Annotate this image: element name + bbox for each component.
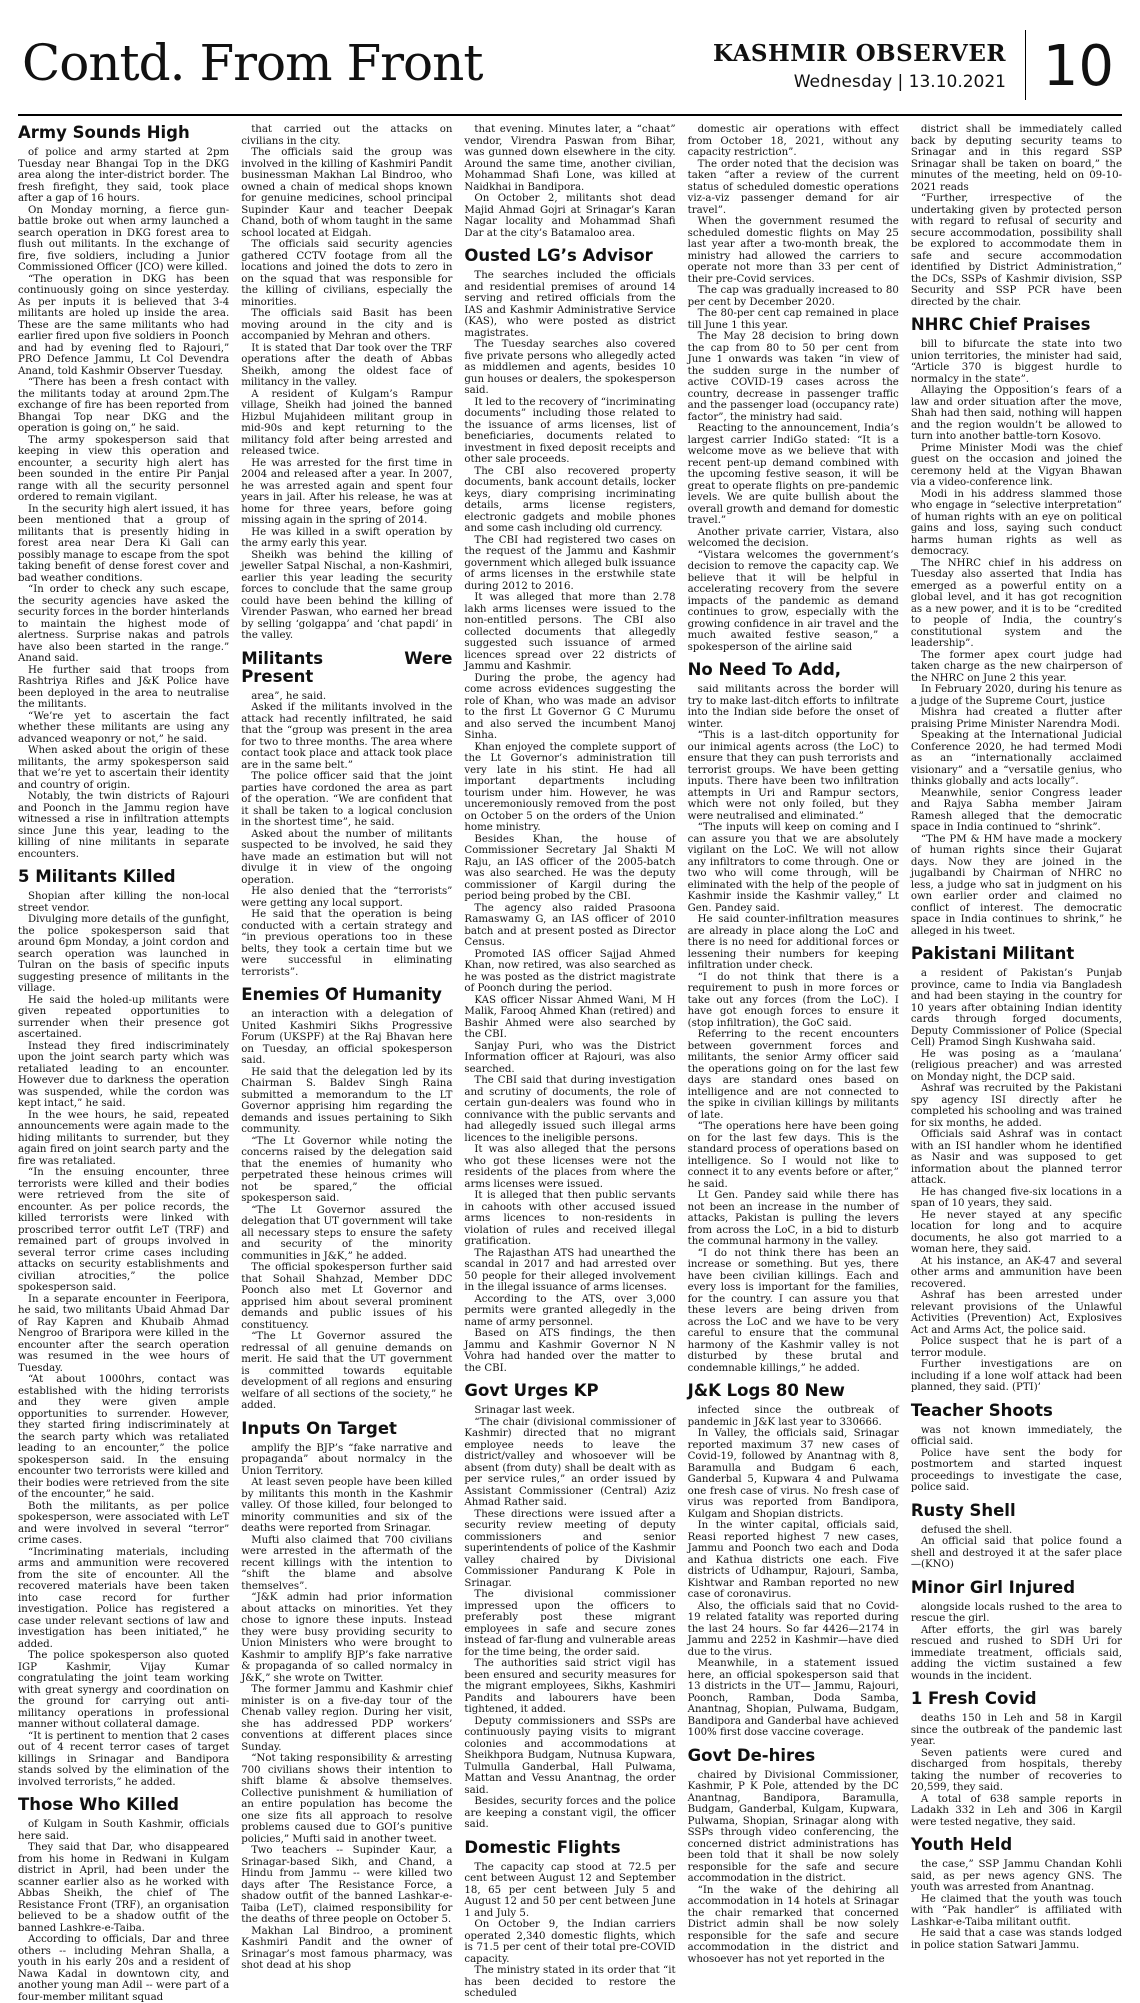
story-paragraph: “The operations here have been going on for the last few days. This is the standard process of operations based on intelligence. So I would not like to connect it to any events before or after,” he said.	[687, 1121, 899, 1190]
story-paragraph: Asked if the militants involved in the attack had recently infiltrated, he said that the “group was present in the area for two to three months. The area where contact took place and attack took place are in the same belt.”	[241, 702, 453, 771]
column-2	[241, 124, 453, 1971]
story-paragraph: The police spokesperson also quoted IGP Kashmir, Vijay Kumar congratulating the joint team working with great synergy and coordination on the ground for carrying out anti-militancy operations in professional manner without collateral damage.	[18, 1650, 230, 1730]
story-paragraph: The Rajasthan ATS had unearthed the scandal in 2017 and had arrested over 50 people for their alleged involvement in the illegal issuance of arms licenses.	[464, 1247, 676, 1293]
story-paragraph: bill to bifurcate the state into two union territories, the minister had said, “Article 370 is biggest hurdle to normalcy in the state”.	[910, 339, 1123, 385]
story-paragraph: The 80-per cent cap remained in place till June 1 this year.	[687, 308, 899, 331]
story-paragraph: He said that the delegation led by its Chairman S. Baldev Singh Raina submitted a memorandum to the LT Governor apprising him regarding the demands and issues pertaining to Sikh community.	[241, 1066, 453, 1135]
story-paragraph: The agency also raided Prasoona Ramaswamy G, an IAS officer of 2010 batch and at present posted as Director Census.	[464, 902, 676, 948]
story-paragraph: Notably, the twin districts of Rajouri and Poonch in the Jammu region have witnessed a rise in infiltration attempts since June this year, leading to the killing of nine militants in separate encounters.	[18, 791, 230, 860]
story-paragraph: was not known immediately, the official said.	[910, 1424, 1123, 1447]
story-paragraph: He also denied that the “terrorists” were getting any local support.	[241, 886, 453, 909]
story-paragraph: The CBI had registered two cases on the request of the Jammu and Kashmir government which alleged bulk issuance of arms licenses in the erstwhile state during 2012 to 2016.	[464, 534, 676, 592]
story-paragraph: In February 2020, during his tenure as a judge of the Supreme Court, justice	[910, 684, 1123, 707]
story-paragraph: of police and army started at 2pm Tuesday near Bhangai Top in the DKG area along the inter-district border. The fresh firefight, they said, took place after a gap of 16 hours.	[18, 147, 230, 204]
story-paragraph: The Tuesday searches also covered five private persons who allegedly acted as middlemen and agents, besides 10 gun houses or dealers, the spokesperson said.	[464, 339, 676, 396]
story-paragraph: Mishra had created a flutter after praising Prime Minister Narendra Modi.	[910, 707, 1123, 730]
story-paragraph: a resident of Pakistan’s Punjab province, came to India via Bangladesh and had been staying in the country for 10 years after obtaining Indian identity cards through forged documents, Deputy Commissioner of Police (Special Cell) Pramod Singh Kushwaha said.	[910, 968, 1123, 1048]
story-paragraph: The ministry stated in its order that “it has been decided to restore the scheduled	[464, 1965, 676, 1999]
story-paragraph: The officials said the group was involved in the killing of Kashmiri Pandit businessman Makhan Lal Bindroo, who owned a chain of medical shops known for genuine medicines, school principal Supinder Kaur and teacher Deepak Chand, both of whom taught in the same school located at Eidgah.	[241, 147, 453, 239]
story-paragraph: Asked about the number of militants suspected to be involved, he said they have made an estimation but will not divulge it in view of the ongoing operation.	[241, 828, 453, 886]
story-paragraph: “This is a last-ditch opportunity for our inimical agents across (the LoC) to ensure that they can push terrorists and terrorist groups. We have been getting inputs. There have been two infiltration attempts in Uri and Rampur sectors, which were not only foiled, but they were neutralised and eliminated.”	[687, 730, 899, 822]
story-paragraph: “J&K admin had prior information about attacks on minorities. Yet they chose to ignore these inputs. Instead they were busy providing security to Union Ministers who were brought to Kashmir to amplify BJP’s fake narrative & propaganda of so called normalcy in J&K,” she wrote on Twitter.	[241, 1592, 453, 1684]
story-paragraph: In the winter capital, officials said, Reasi reported highest 7 new cases, Jammu and Poonch two each and Doda and Kathua districts one each. Five districts of Udhampur, Rajouri, Samba, Kishtwar and Ramban reported no new case of coronavirus.	[687, 1520, 899, 1600]
story-paragraph: Deputy commissioners and SSPs are continuously paying visits to migrant colonies and accommodations at Sheikhpora Budgam, Nutnusa Kupwara, Tulmulla Ganderbal, Hall Pulwama, Mattan and Vessu Anantnag, the order said.	[464, 1715, 676, 1796]
masthead-rule	[18, 114, 1122, 116]
story-paragraph: Prime Minister Modi was the chief guest on the occasion and joined the ceremony held at the Vigyan Bhawan via a video-conference link.	[910, 442, 1123, 488]
story-paragraph: “It is pertinent to mention that 2 cases out of 4 recent terror cases of target killings in Srinagar and Bandipora stands solved by the elimination of the involved terrorists,” he added.	[18, 1730, 230, 1788]
story-paragraph: infected since the outbreak of pandemic in J&K last year to 330666.	[687, 1405, 899, 1428]
story-paragraph: At his instance, an AK-47 and several other arms and ammunition have been recovered.	[910, 1255, 1123, 1290]
story-paragraph: “Further, irrespective of the undertaking given by protected person with regard to refusal of security and secure accommodation, possibility shall be explored to accommodate them in safe and secure accommodation identified by District Administration,” the DCs, SSPs of Kashmir division, SSP Security and SSP PCR have been directed by the chair.	[910, 193, 1123, 308]
story-paragraph: Police have sent the body for postmortem and started inquest proceedings to investigate the case, police said.	[910, 1447, 1123, 1493]
story-paragraph: “There has been a fresh contact with the militants today at around 2pm.The exchange of fire has been reported from Bhangai Top near DKG and the operation is going on,” he said.	[18, 377, 230, 434]
story-paragraph: When asked about the origin of these militants, the army spokesperson said that we’re yet to ascertain their identity and country of origin.	[18, 745, 230, 791]
story-paragraph: Seven patients were cured and discharged from hospitals, thereby taking the number of recoveries to 20,599, they said.	[910, 1747, 1123, 1793]
story-paragraph: Both the militants, as per police spokesperson, were associated with LeT and were involved in several “terror” crime cases.	[18, 1500, 230, 1546]
story-paragraph: “In the wake of the dehiring all accommodation in 14 hotels at Srinagar the chair remarked that concerned District admin shall be now solely responsible for the safe and secure accommodation in the district and whosoever has not yet reported in the	[687, 1884, 899, 1965]
story-paragraph: He never stayed at any specific location for long and to acquire documents, he also got married to a woman here, they said.	[910, 1209, 1123, 1255]
story-paragraph: area”, he said.	[251, 690, 327, 702]
story-paragraph: The officials said security agencies gathered CCTV footage from all the locations and joined the dots to zero in on the squad that was responsible for the killing of civilians, especially the minorities.	[241, 239, 453, 308]
story-paragraph: It led to the recovery of “incriminating documents” including those related to the issuance of arms licenses, list of beneficiaries, documents related to investment in fixed deposit receipts and other sale proceeds.	[464, 396, 676, 465]
story-headline: No Need To Add,	[687, 660, 842, 679]
story-headline: Rusty Shell	[910, 1500, 1016, 1520]
story-paragraph: of Kulgam in South Kashmir, officials here said.	[18, 1819, 230, 1842]
story-paragraph: It is stated that Dar took over the TRF operations after the death of Abbas Sheikh, among the oldest face of militancy in the valley.	[241, 342, 453, 388]
story-paragraph: An official said that police found a shell and destroyed it at the safer place—(KNO)	[910, 1536, 1123, 1570]
story-paragraph: In the security high alert issued, it has been mentioned that a group of militants that is presently hiding in forest area near Dera Ki Gali can possibly manage to escape from the spot taking benefit of dense forest cover and bad weather conditions.	[18, 503, 230, 584]
story-paragraph: “We’re yet to ascertain the fact whether these militants are using any advanced weaponry or not,” he said.	[18, 710, 230, 745]
story-paragraph: “The PM & HM have made a mockery of human rights since their Gujarat days. Now they are joined in the jugalbandi by Chairman of NHRC no less, a judge who sat in judgment on his own earlier order and claimed no conflict of interest. The democratic space in India continues to shrink,” he alleged in his tweet.	[910, 833, 1123, 937]
column-4	[687, 124, 899, 1965]
story-paragraph: Ashraf was recruited by the Pakistani spy agency ISI directly after he completed his schooling and was trained for six months, he added.	[910, 1083, 1123, 1129]
story-headline: 1 Fresh Covid	[910, 1689, 1037, 1708]
story-paragraph: Modi in his address slammed those who engage in “selective interpretation” of human rights with an eye on political gains and loss, saying such conduct harms human rights as well as democracy.	[910, 488, 1123, 557]
story-paragraph: “The Lt Governor while noting the concerns raised by the delegation said that the enemies of humanity who perpetrated these heinous crimes will not be spared,” the official spokesperson said.	[241, 1135, 453, 1204]
story-paragraph: Two teachers -- Supinder Kaur, a Srinagar-based Sikh, and Chand, a Hindu from Jammu -- were killed two days after The Resistance Force, a shadow outfit of the banned Lashkar-e-Taiba (LeT), claimed responsibility for the deaths of three people on October 5.	[241, 1845, 453, 1925]
story-paragraph: “In order to check any such escape, the security agencies have asked the security forces in the border hinterlands to maintain the highest mode of alertness. Surprise nakas and patrols have also been started in the range.” Anand said.	[18, 584, 230, 664]
story-paragraph: He said that a case was stands lodged in police station Satwari Jammu.	[910, 1928, 1123, 1951]
story-headline: Domestic Flights	[464, 1837, 621, 1857]
story-paragraph: Also, the officials said that no Covid-19 related fatality was reported during the last 24 hours. So far 4426—2174 in Jammu and 2252 in Kashmir—have died due to the virus.	[687, 1600, 899, 1658]
story-paragraph: Shopian after killing the non-local street vendor.	[18, 891, 230, 914]
story-paragraph: “I do not think that there is a requirement to push in more forces or take out any forces (from the LoC). I have got enough forces to ensure it (stop infiltration), the GoC said.	[687, 971, 899, 1029]
story-paragraph: The CBI said that during investigation and scrutiny of documents, the role of certain gun-dealers was found who in connivance with the public servants and had allegedly issued such illegal arms licences to the ineligible persons.	[464, 1075, 676, 1144]
story-paragraph: When the government resumed the scheduled domestic flights on May 25 last year after a two-month break, the ministry had allowed the carriers to operate not more than 33 per cent of their pre-Covid services.	[687, 216, 899, 285]
story-paragraph: According to the ATS, over 3,000 permits were granted allegedly in the name of army personnel.	[464, 1293, 676, 1328]
story-paragraph: Police suspect that he is part of a terror module.	[910, 1336, 1123, 1359]
story-paragraph: He has changed five-six locations in a span of 10 years, they said.	[910, 1186, 1123, 1209]
story-headline: Govt De-hires	[687, 1745, 816, 1765]
story-paragraph: Meanwhile, senior Congress leader and Rajya Sabha member Jairam Ramesh alleged that the democratic space in India continued to “shrink”.	[910, 787, 1123, 833]
story-paragraph: Lt Gen. Pandey said while there has not been an increase in the number of attacks, Pakistan is pulling the levers from across the LoC, in a bid to disturb the communal harmony in the valley.	[687, 1190, 899, 1247]
story-paragraph: Further investigations are on including if a lone wolf attack had been planned, they said. (PTI)’	[910, 1359, 1123, 1393]
story-paragraph: The cap was gradually increased to 80 per cent by December 2020.	[687, 285, 899, 308]
story-paragraph: The officials said Basit has been moving around in the city and is accompanied by Mehran and others.	[241, 308, 453, 342]
story-paragraph: amplify the BJP’s “fake narrative and propaganda” about normalcy in the Union Territory.	[241, 1442, 453, 1477]
page-number: 10	[1042, 34, 1114, 99]
story-paragraph: defused the shell.	[920, 1524, 1013, 1536]
column-1	[18, 123, 230, 2003]
story-paragraph: He further said that troops from Rashtriya Rifles and J&K Police have been deployed in the area to neutralise the militants.	[18, 664, 230, 710]
story-paragraph: the case,” SSP Jammu Chandan Kohli said, as per news agency GNS. The youth was arrested from Anantnag.	[910, 1859, 1123, 1893]
paper-name: KASHMIR OBSERVER	[713, 40, 1006, 67]
story-paragraph: The May 28 decision to bring down the cap from 80 to 50 per cent from June 1 onwards was taken “in view of the sudden surge in the number of active COVID-19 cases across the country, decrease in passenger traffic and the passenger load (occupancy rate) factor”, the ministry had said.	[687, 331, 899, 423]
story-paragraph: He said the holed-up militants were given repeated opportunities to surrender when their presence got ascertained.	[18, 994, 230, 1040]
story-paragraph: On October 2, militants shot dead Majid Ahmad Gojri at Srinagar’s Karan Nagar locality and Mohammad Shafi Dar at the city’s Batamaloo area.	[464, 193, 676, 239]
story-headline: Teacher Shoots	[910, 1400, 1053, 1420]
column-5	[910, 124, 1123, 1951]
story-paragraph: The former apex court judge had taken charge as the new chairperson of the NHRC on June 2 this year.	[910, 649, 1123, 684]
column-3	[464, 124, 676, 1999]
story-paragraph: The NHRC chief in his address on Tuesday also asserted that India has emerged as a powerful entity on a global level, and it has got recognition as a new power, and it is to be “credited to people of India, the country’s constitutional system and the leadership”.	[910, 557, 1123, 649]
story-paragraph: They said that Dar, who disappeared from his home in Redwani in Kulgam district in April, had been under the scanner earlier also as he worked with Abbas Sheikh, the chief of The Resistance Front (TRF), an organisation believed to be a shadow outfit of the banned Lashkre-e-Taiba.	[18, 1842, 230, 1934]
story-paragraph: “Not taking responsibility & arresting 700 civilians shows their intention to shift blame & absolve themselves. Collective punishment & humiliation of an entire population has become the one size fits all approach to resolve problems caused due to GOI’s punitive policies,” Mufti said in another tweet.	[241, 1753, 453, 1845]
story-paragraph: Allaying the Opposition’s fears of a law and order situation after the move, Shah had then said, nothing will happen and the region wouldn’t be allowed to turn into another battle-torn Kosovo.	[910, 385, 1123, 442]
story-paragraph: chaired by Divisional Commissioner, Kashmir, P K Pole, attended by the DC Anantnag, Bandipora, Baramulla, Budgam, Ganderbal, Kulgam, Kupwara, Pulwama, Shopian, Srinagar along with SSPs through video conferencing, the concerned district administrations has been told that it shall be now solely responsible for the safe and secure accommodation in the district.	[687, 1769, 899, 1884]
story-paragraph: an interaction with a delegation of United Kashmiri Sikhs Progressive Forum (UKSPF) at the Raj Bhavan here on Tuesday, an official spokesperson said.	[241, 1009, 453, 1066]
story-paragraph: Besides, security forces and the police are keeping a constant vigil, the officer said.	[464, 1796, 676, 1830]
story-paragraph: Besides Khan, the house of Commissioner Secretary Jal Shakti M Raju, an IAS officer of the 2005-batch was also searched. He was the deputy commissioner of Kargil during the period being probed by the CBI.	[464, 833, 676, 902]
story-paragraph: Khan enjoyed the complete support of the Lt Governor’s administration till very late in his stint. He had all important departments including tourism under him. However, he was unceremoniously removed from the post on October 5 on the orders of the Union home ministry.	[464, 741, 676, 833]
story-paragraph: The official spokesperson further said that Sohail Shahzad, Member DDC Poonch also met Lt Governor and apprised him about several prominent demands and public issues of his constituency.	[241, 1262, 453, 1331]
story-headline: Ousted LG’s Advisor	[464, 246, 653, 265]
story-paragraph: “The Lt Governor assured the redressal of all genuine demands on merit. He said that the UT government is committed towards equitable development of all regions and ensuring welfare of all sections of the society,” he added.	[241, 1331, 453, 1411]
masthead-divider	[1025, 30, 1026, 100]
story-paragraph: Reacting to the announcement, India’s largest carrier IndiGo stated: “It is a welcome move as we believe that with recent pent-up demand combined with the upcoming festive season, it will be great to operate flights on pre-pandemic levels. We are quite bullish about the overall growth and demand for domestic travel.”	[687, 423, 899, 526]
story-paragraph: Referring to the recent encounters between government forces and militants, the senior Army officer said the operations going on for the last few days are standard ones based on intelligence and are not connected to the spike in civilian killings by militants of late.	[687, 1029, 899, 1121]
story-paragraph: deaths 150 in Leh and 58 in Kargil since the outbreak of the pandemic last year.	[910, 1713, 1123, 1747]
masthead	[18, 30, 1122, 118]
story-paragraph: On October 9, the Indian carriers operated 2,340 domestic flights, which is 71.5 per cent of their total pre-COVID capacity.	[464, 1919, 676, 1965]
story-paragraph: The order noted that the decision was taken “after a review of the current status of scheduled domestic operations viz-a-viz passenger demand for air travel”.	[687, 158, 899, 216]
paper-date: Wednesday | 13.10.2021	[793, 72, 1006, 92]
story-headline: Inputs On Target	[241, 1418, 397, 1438]
story-headline: Militants Were Present	[241, 648, 453, 686]
story-paragraph: “I do not think there has been an increase or something. But yes, there have been civilian killings. Each and every loss is important for the families, for the country. I can assure you that these levers are being driven from across the LoC and we have to be very careful to ensure that the communal harmony of the Kashmir valley is not disturbed by these brutal and condemnable killings,” he added.	[687, 1247, 899, 1374]
story-headline: J&K Logs 80 New	[687, 1381, 845, 1400]
story-paragraph: He said counter-infiltration measures are already in place along the LoC and there is no need for additional forces or lessening their numbers for keeping infiltration under check.	[687, 914, 899, 971]
story-headline: NHRC Chief Praises	[910, 315, 1091, 334]
story-paragraph: On Monday morning, a fierce gun-battle broke out when army launched a search operation in DKG forest area to flush out militants. In the exchange of fire, five soldiers, including a Junior Commissioned Officer (JCO) were killed.	[18, 204, 230, 273]
section-title: Contd. From Front	[22, 34, 483, 92]
story-headline: Army Sounds High	[18, 123, 190, 142]
story-headline: Minor Girl Injured	[910, 1577, 1076, 1597]
story-paragraph: Instead they fired indiscriminately upon the joint search party which was retaliated leading to an encounter. However due to darkness the operation was suspended, while the cordon was kept intact,” he said.	[18, 1040, 230, 1109]
story-paragraph: “The operation in DKG has been continuously going on since yesterday. As per inputs it is believed that 3-4 militants are holed up inside the area. These are the same militants who had earlier fired upon five soldiers in Poonch and had by evening fled to Rajouri,” PRO Defence Jammu, Lt Col Devendra Anand, told Kashmir Observer Tuesday.	[18, 273, 230, 377]
story-paragraph: Mufti also claimed that 700 civilians were arrested in the aftermath of the recent killings with the intention to “shift the blame and absolve themselves”.	[241, 1534, 453, 1592]
story-paragraph: A resident of Kulgam’s Rampur village, Sheikh had joined the banned Hizbul Mujahideen militant group in mid-90s and kept returning to the militancy fold after being arrested and released twice.	[241, 388, 453, 457]
story-paragraph: A total of 638 sample reports in Ladakh 332 in Leh and 306 in Kargil were tested negative, they said.	[910, 1793, 1123, 1828]
story-paragraph: The army spokesperson said that keeping in view this operation and encounter, a security high alert has been sounded in the entire Pir Panjal range with all the security personnel ordered to remain vigilant.	[18, 434, 230, 503]
story-headline: Govt Urges KP	[464, 1381, 599, 1400]
story-headline: Pakistani Militant	[910, 944, 1075, 963]
story-paragraph: It is alleged that then public servants in cahoots with other accused issued arms licences to non-residents in violation of rules and received illegal gratification.	[464, 1190, 676, 1247]
story-paragraph: During the probe, the agency had come across evidences suggesting the role of Khan, who was made an advisor to the first Lt Governor G C Murumu and also served the incumbent Manoj Sinha.	[464, 672, 676, 741]
story-paragraph: “Vistara welcomes the government’s decision to remove the capacity cap. We believe that it will be helpful in accelerating recovery from the severe impacts of the pandemic as demand continues to grow, especially with the growing confidence in air travel and the much awaited festive season,” a spokesperson of the airline said	[687, 549, 899, 653]
story-paragraph: KAS officer Nissar Ahmed Wani, M H Malik, Farooq Ahmed Khan (retired) and Bashir Ahmed were also searched by the CBI.	[464, 994, 676, 1040]
story-paragraph: The CBI also recovered property documents, bank account details, locker keys, diary comprising incriminating details, arms license registers, electronic gadgets and mobile phones and some cash including old currency.	[464, 465, 676, 534]
story-paragraph: The authorities said strict vigil has been ensured and security measures for the migrant employees, Sikhs, Kashmiri Pandits and labourers have been tightened, it added.	[464, 1658, 676, 1715]
story-paragraph: It was also alleged that the persons who got these licenses were not the residents of the places from where the arms licenses were issued.	[464, 1144, 676, 1190]
story-paragraph: In Valley, the officials said, Srinagar reported maximum 37 new cases of Covid-19, followed by Anantnag with 8, Baramulla and Budgam 6 each, Ganderbal 5, Kupwara 4 and Pulwama one fresh case of virus. No fresh case of virus was reported from Bandipora, Kulgam and Shopian districts.	[687, 1428, 899, 1520]
story-paragraph: Ashraf has been arrested under relevant provisions of the Unlawful Activities (Prevention) Act, Explosives Act and Arms Act, the police said.	[910, 1290, 1123, 1336]
story-headline: Enemies Of Humanity	[241, 985, 442, 1004]
story-paragraph: district shall be immediately called back by deputing security teams to Srinagar and in this regard SSP Srinagar shall be taken on board,” the minutes of the meeting, held on 09-10-2021 reads	[910, 124, 1123, 193]
story-paragraph: “The inputs will keep on coming and I can assure you that we are absolutely vigilant on the LoC. We will not allow any infiltrators to come through. One or two who will come through, will be eliminated with the help of the people of Kashmir inside the Kashmir valley,” Lt Gen. Pandey said.	[687, 822, 899, 914]
story-paragraph: He said that the operation is being conducted with a certain strategy and “in previous operations too in these belts, they took a certain time but we were successful in eliminating terrorists”.	[241, 909, 453, 978]
story-paragraph: The searches included the officials and residential premises of around 14 serving and retired officials from the IAS and Kashmir Administrative Service (KAS), who were posted as district magistrates.	[464, 270, 676, 339]
story-paragraph: that carried out the attacks on civilians in the city.	[241, 124, 453, 147]
story-paragraph: He was killed in a swift operation by the army early this year.	[241, 526, 453, 549]
story-paragraph: In the wee hours, he said, repeated announcements were again made to the hiding militants to surrender, but they again fired on joint search party and the fire was retaliated.	[18, 1109, 230, 1167]
story-paragraph: The former Jammu and Kashmir chief minister is on a five-day tour of the Chenab valley region. During her visit, she has addressed PDP workers’ conventions at different places since Sunday.	[241, 1684, 453, 1753]
story-paragraph: Sheikh was behind the killing of jeweller Satpal Nischal, a non-Kashmiri, earlier this year leading the security forces to conclude that the same group could have been behind the killing of Virender Paswan, who earned her bread by selling ‘golgappa’ and ‘chat papdi’ in the valley.	[241, 549, 453, 641]
article-columns	[18, 123, 1123, 2003]
story-paragraph: Based on ATS findings, the then Jammu and Kashmir Governor N N Vohra had handed over the matter to the CBI.	[464, 1328, 676, 1374]
story-paragraph: domestic air operations with effect from October 18, 2021, without any capacity restriction”.	[687, 124, 899, 158]
story-paragraph: Officials said Ashraf was in contact with an ISI handler whom he identified as Nasir and was supposed to get information about the planned terror attack.	[910, 1129, 1123, 1186]
story-paragraph: Meanwhile, in a statement issued here, an official spokesperson said that 13 districts in the UT— Jammu, Rajouri, Poonch, Ramban, Doda Samba, Anantnag, Shopian, Pulwama, Budgam, Bandipora and Ganderbal have achieved 100% first dose vaccine coverage.	[687, 1658, 899, 1738]
story-paragraph: It was alleged that more than 2.78 lakh arms licenses were issued to the non-entitled persons. The CBI also collected documents that allegedly suggested such issuance of armed licences spread over 22 districts of Jammu and Kashmir.	[464, 592, 676, 672]
story-paragraph: In a separate encounter in Feeripora, he said, two militants Ubaid Ahmad Dar of Ray Kapren and Khubaib Ahmad Nengroo of Braripora were killed in the encounter after the search operation was resumed in the wee hours of Tuesday.	[18, 1293, 230, 1374]
story-paragraph: Divulging more details of the gunfight, the police spokesperson said that around 6pm Monday, a joint cordon and search operation was launched in Tulran on the basis of specific inputs suggesting presence of militants in the village.	[18, 914, 230, 994]
story-paragraph: “Incriminating materials, including arms and ammunition were recovered from the site of encounter. All the recovered materials have been taken into case record for further investigation. Police has registered a case under relevant sections of law and investigation has been initiated,” he added.	[18, 1546, 230, 1650]
story-paragraph: These directions were issued after a security review meeting of deputy commissioners and senior superintendents of police of the Kashmir valley chaired by Divisional Commissioner Pandurang K Pole in Srinagar.	[464, 1508, 676, 1589]
story-paragraph: He was arrested for the first time in 2004 and released after a year. In 2007, he was arrested again and spent four years in jail. After his release, he was at home for three years, before going missing again in the spring of 2014.	[241, 457, 453, 526]
story-paragraph: alongside locals rushed to the area to rescue the girl.	[910, 1601, 1123, 1624]
story-paragraph: The capacity cap stood at 72.5 per cent between August 12 and September 18, 65 per cent between July 5 and August 12 and 50 per cent between June 1 and July 5.	[464, 1861, 676, 1919]
story-paragraph: Makhan Lal Bindroo, a prominent Kashmiri Pandit and the owner of Srinagar’s most famous pharmacy, was shot dead at his shop	[241, 1925, 453, 1971]
story-paragraph: that evening. Minutes later, a “chaat” vendor, Virendra Paswan from Bihar, was gunned down elsewhere in the city. Around the same time, another civilian, Mohammad Shafi Lone, was killed at Naidkhai in Bandipora.	[464, 124, 676, 193]
story-headline: 5 Militants Killed	[18, 867, 176, 886]
story-paragraph: “The chair (divisional commissioner of Kashmir) directed that no migrant employee needs to leave the district/valley and whosoever will be absent (from duty) shall be dealt with as per service rules,” an order issued by Assistant Commissioner (Central) Aziz Ahmad Rather said.	[464, 1416, 676, 1508]
story-paragraph: “At about 1000hrs, contact was established with the hiding terrorists and they were given ample opportunities to surrender. However, they started firing indiscriminately at the search party which was retaliated leading to an encounter,” the police spokesperson said. In the ensuing encounter two terrorists were killed and their bodies were retrieved from the site of the encounter,” he said.	[18, 1374, 230, 1500]
story-paragraph: Srinagar last week.	[474, 1405, 575, 1416]
story-headline: Those Who Killed	[18, 1795, 179, 1814]
story-paragraph: The divisional commissioner impressed upon the officers to preferably post these migrant employees in safe and secure zones instead of far-flung and vulnerable areas for the time being, the order said.	[464, 1589, 676, 1658]
story-paragraph: After efforts, the girl was barely rescued and rushed to SDH Uri for immediate treatment, officials said, adding the victim sustained a few wounds in the incident.	[910, 1624, 1123, 1682]
story-paragraph: The police officer said that the joint parties have cordoned the area as part of the operation. “We are confident that it shall be taken to a logical conclusion in the shortest time”, he said.	[241, 771, 453, 828]
story-headline: Youth Held	[910, 1835, 1013, 1854]
story-paragraph: According to officials, Dar and three others -- including Mehran Shalla, a youth in his early 20s and a resident of Nawa Kadal in downtown city, and another young man Adil -- were part of a four-member militant squad	[18, 1934, 230, 2003]
story-paragraph: Another private carrier, Vistara, also welcomed the decision.	[687, 526, 899, 549]
story-paragraph: Promoted IAS officer Sajjad Ahmed Khan, now retired, was also searched as he was posted as the district magistrate of Poonch during the period.	[464, 948, 676, 994]
story-paragraph: “In the ensuing encounter, three terrorists were killed and their bodies were retrieved from the site of encounter. As per police records, the killed terrorists were linked with proscribed terror outfit LeT (TRF) and remained part of groups involved in several terror crime cases including attacks on security establishments and civilian atrocities,” the police spokesperson said.	[18, 1167, 230, 1293]
story-paragraph: “The Lt Governor assured the delegation that UT government will take all necessary steps to ensure the safety and security of the minority communities in J&K,” he added.	[241, 1204, 453, 1262]
story-paragraph: Sanjay Puri, who was the District Information officer at Rajouri, was also searched.	[464, 1040, 676, 1075]
story-paragraph: At least seven people have been killed by militants this month in the Kashmir valley. Of those killed, four belonged to minority communities and six of the deaths were reported from Srinagar.	[241, 1477, 453, 1534]
story-paragraph: He claimed that the youth was touch with “Pak handler” is affiliated with Lashkar-e-Taiba militant outfit.	[910, 1893, 1123, 1928]
story-paragraph: He was posing as a ‘maulana’ (religious preacher) and was arrested on Monday night, the DCP said.	[910, 1048, 1123, 1083]
story-paragraph: Speaking at the International Judicial Conference 2020, he had termed Modi as an “internationally acclaimed visionary” and a “versatile genius, who thinks globally and acts locally”.	[910, 730, 1123, 787]
story-paragraph: said militants across the border will try to make last-ditch efforts to infiltrate into the Indian side before the onset of winter.	[687, 684, 899, 730]
